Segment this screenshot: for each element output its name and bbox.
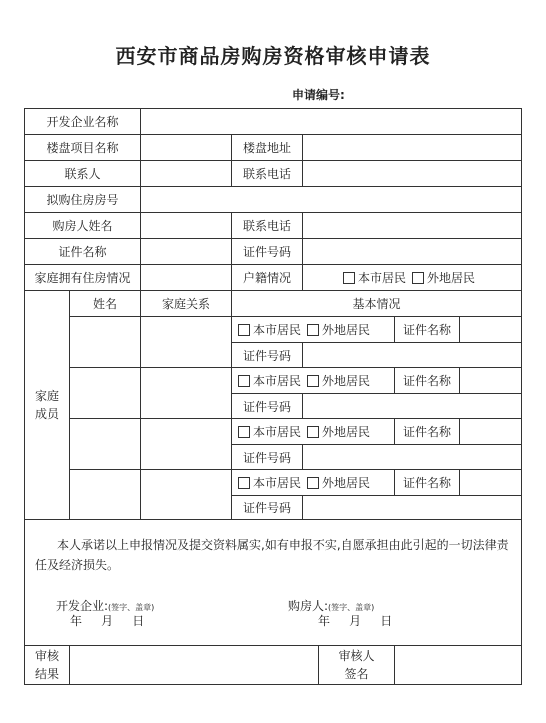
member-id-number-label: 证件号码 [231,495,303,520]
member-id-name-field[interactable] [459,469,522,496]
member-name-field[interactable] [69,367,141,419]
contact-person-label: 联系人 [24,160,141,187]
checkbox-icon[interactable] [412,272,424,284]
buyer-phone-label: 联系电话 [231,212,303,239]
member-id-number-label: 证件号码 [231,444,303,470]
checkbox-icon[interactable] [307,426,319,438]
buyer-name-label: 购房人姓名 [24,212,141,239]
nonlocal-resident-option[interactable]: 外地居民 [307,321,370,338]
checkbox-icon[interactable] [307,477,319,489]
id-number-field[interactable] [302,238,522,265]
contact-person-field[interactable] [140,160,232,187]
local-resident-option[interactable]: 本市居民 [343,269,406,286]
member-relation-header: 家庭关系 [140,290,232,317]
project-name-field[interactable] [140,134,232,161]
member-id-number-field[interactable] [302,342,522,368]
form-title: 西安市商品房购房资格审核申请表 [115,44,431,68]
application-number-label: 申请编号: [292,88,345,102]
member-relation-field[interactable] [140,469,232,520]
household-registration-options [302,264,522,291]
member-name-field[interactable] [69,469,141,520]
member-name-header: 姓名 [69,290,141,317]
project-name-label: 楼盘项目名称 [24,134,141,161]
nonlocal-resident-option[interactable]: 外地居民 [307,474,370,491]
member-residency-options [231,316,395,343]
member-id-name-label: 证件名称 [394,469,460,496]
member-id-name-field[interactable] [459,316,522,343]
checkbox-icon[interactable] [238,324,250,336]
member-id-number-label: 证件号码 [231,393,303,419]
member-residency-options [231,367,395,394]
buyer-signature[interactable]: 购房人:(签字、盖章) [288,599,375,613]
id-name-label: 证件名称 [24,238,141,265]
local-resident-option[interactable]: 本市居民 [238,372,301,389]
local-resident-option[interactable]: 本市居民 [238,423,301,440]
nonlocal-resident-option[interactable]: 外地居民 [307,372,370,389]
developer-name-label: 开发企业名称 [24,108,141,135]
contact-phone-field[interactable] [302,160,522,187]
id-name-field[interactable] [140,238,232,265]
house-number-field[interactable] [140,186,522,213]
developer-signature[interactable]: 开发企业:(签字、盖章) [56,599,155,613]
id-number-label: 证件号码 [231,238,303,265]
buyer-date[interactable]: 年 月 日 [318,614,393,628]
buyer-phone-field[interactable] [302,212,522,239]
pledge-text: 本人承诺以上申报情况及提交资料属实,如有申报不实,自愿承担由此引起的一切法律责任及经济损失。 [35,538,509,572]
project-address-label: 楼盘地址 [231,134,303,161]
family-housing-field[interactable] [140,264,232,291]
review-result-field[interactable] [69,645,319,685]
checkbox-icon[interactable] [238,426,250,438]
family-members-label: 家庭 成员 [24,290,70,520]
member-name-field[interactable] [69,316,141,368]
member-basic-info-header: 基本情况 [231,290,522,317]
checkbox-icon[interactable] [307,324,319,336]
project-address-field[interactable] [302,134,522,161]
checkbox-icon[interactable] [343,272,355,284]
contact-phone-label: 联系电话 [231,160,303,187]
review-result-label: 审核 结果 [24,645,70,685]
checkbox-icon[interactable] [238,375,250,387]
buyer-name-field[interactable] [140,212,232,239]
local-resident-option[interactable]: 本市居民 [238,474,301,491]
household-registration-label: 户籍情况 [231,264,303,291]
checkbox-icon[interactable] [307,375,319,387]
member-id-number-field[interactable] [302,393,522,419]
member-id-number-field[interactable] [302,495,522,520]
checkbox-icon[interactable] [238,477,250,489]
member-id-name-field[interactable] [459,418,522,445]
nonlocal-resident-option[interactable]: 外地居民 [307,423,370,440]
member-id-name-label: 证件名称 [394,316,460,343]
member-residency-options [231,418,395,445]
house-number-label: 拟购住房房号 [24,186,141,213]
reviewer-signature-field[interactable] [394,645,522,685]
developer-name-field[interactable] [140,108,522,135]
member-id-name-label: 证件名称 [394,418,460,445]
member-id-number-label: 证件号码 [231,342,303,368]
member-id-number-field[interactable] [302,444,522,470]
nonlocal-resident-option[interactable]: 外地居民 [412,269,475,286]
member-relation-field[interactable] [140,367,232,419]
member-residency-options [231,469,395,496]
member-relation-field[interactable] [140,316,232,368]
member-id-name-field[interactable] [459,367,522,394]
reviewer-signature-label: 审核人 签名 [318,645,395,685]
family-housing-label: 家庭拥有住房情况 [24,264,141,291]
local-resident-option[interactable]: 本市居民 [238,321,301,338]
member-relation-field[interactable] [140,418,232,470]
member-id-name-label: 证件名称 [394,367,460,394]
member-name-field[interactable] [69,418,141,470]
developer-date[interactable]: 年 月 日 [70,614,145,628]
